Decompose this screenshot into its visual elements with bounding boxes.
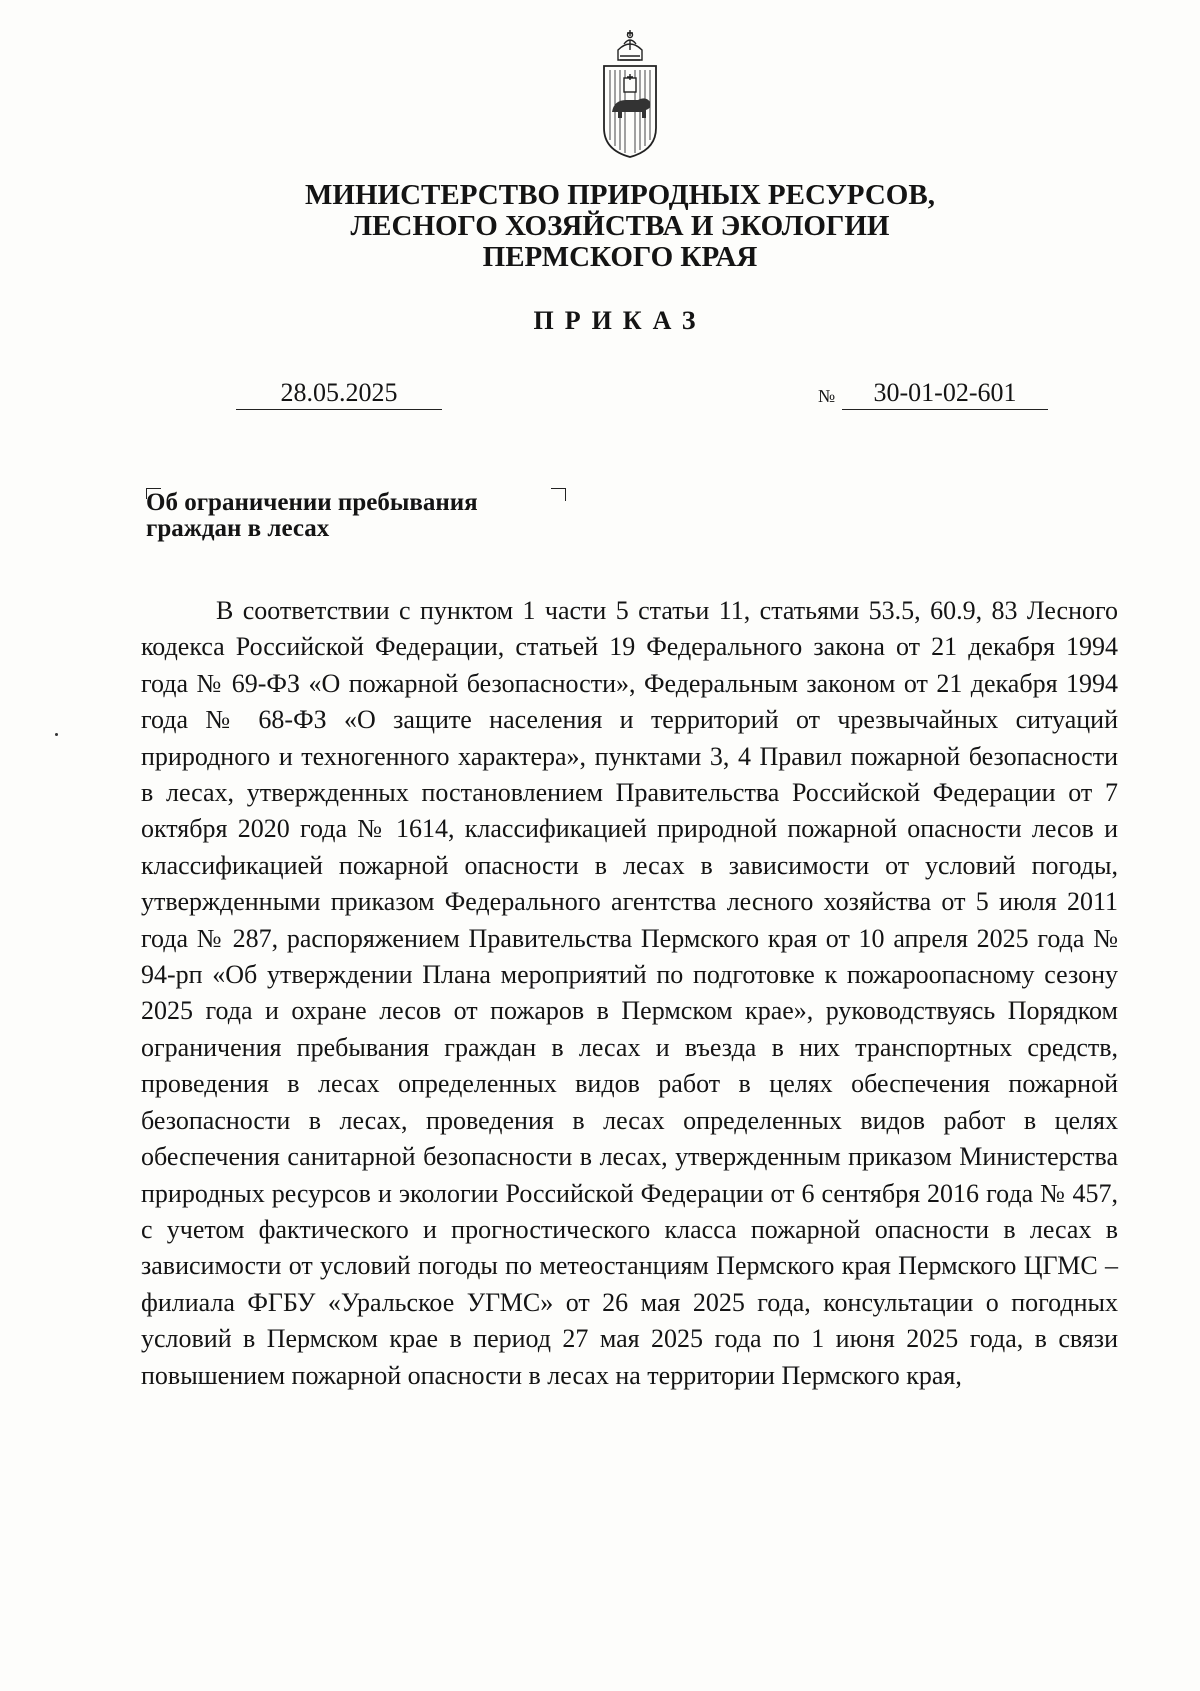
subject-line-2: граждан в лесах bbox=[146, 515, 330, 542]
ministry-name bbox=[300, 180, 940, 273]
order-number: 30-01-02-601 bbox=[842, 378, 1048, 410]
order-subject bbox=[146, 490, 566, 542]
ministry-line-2: ЛЕСНОГО ХОЗЯЙСТВА И ЭКОЛОГИИ bbox=[350, 210, 890, 242]
scan-speck bbox=[55, 733, 58, 736]
ministry-line-3: ПЕРМСКОГО КРАЯ bbox=[482, 241, 758, 273]
coat-of-arms-icon bbox=[598, 30, 662, 158]
ministry-line-1: МИНИСТЕРСТВО ПРИРОДНЫХ РЕСУРСОВ, bbox=[305, 179, 935, 211]
subject-line-1: Об ограничении пребывания bbox=[146, 489, 478, 516]
preamble-paragraph: В соответствии с пунктом 1 части 5 статьи 11, статьями 53.5, 60.9, 83 Лесного кодекса Российской Федерации, статьей 19 Федерального закона от 21 декабря 1994 года № 69-ФЗ «О пожарной безопасности», Федеральным законом от 21 декабря 1994 года № 68-ФЗ «О защите населения и территорий от чрезвычайных ситуаций природного и техногенного характера», пунктами 3, 4 Правил пожарной безопасности в лесах, утвержденных постановлением Правительства Российской Федерации от 7 октября 2020 года № 1614, классификацией природной пожарной опасности лесов и классификацией пожарной опасности в лесах в зависимости от условий погоды, утвержденными приказом Федерального агентства лесного хозяйства от 5 июля 2011 года № 287, распоряжением Правительства Пермского края от 10 апреля 2025 года № 94-рп «Об утверждении Плана мероприятий по подготовке к пожароопасному сезону 2025 года и охране лесов от пожаров в Пермском крае», руководствуясь Порядком ограничения пребывания граждан в лесах и въезда в них транспортных средств, проведения в лесах определенных видов работ в целях обеспечения пожарной безопасности в лесах, проведения в лесах определенных видов работ в целях обеспечения санитарной безопасности в лесах, утвержденным приказом Министерства природных ресурсов и экологии Российской Федерации от 6 сентября 2016 года № 457, с учетом фактического и прогностического класса пожарной опасности в лесах в зависимости от условий погоды по метеостанциям Пермского края Пермского ЦГМС – филиала ФГБУ «Уральское УГМС» от 26 мая 2025 года, консультации о погодных условий в Пермском крае в период 27 мая 2025 года по 1 июня 2025 года, в связи повышением пожарной опасности в лесах на территории Пермского края, bbox=[141, 596, 1118, 1390]
number-sign: № bbox=[818, 386, 836, 406]
order-date: 28.05.2025 bbox=[236, 378, 442, 410]
document-type-title: ПРИКАЗ bbox=[533, 306, 707, 335]
